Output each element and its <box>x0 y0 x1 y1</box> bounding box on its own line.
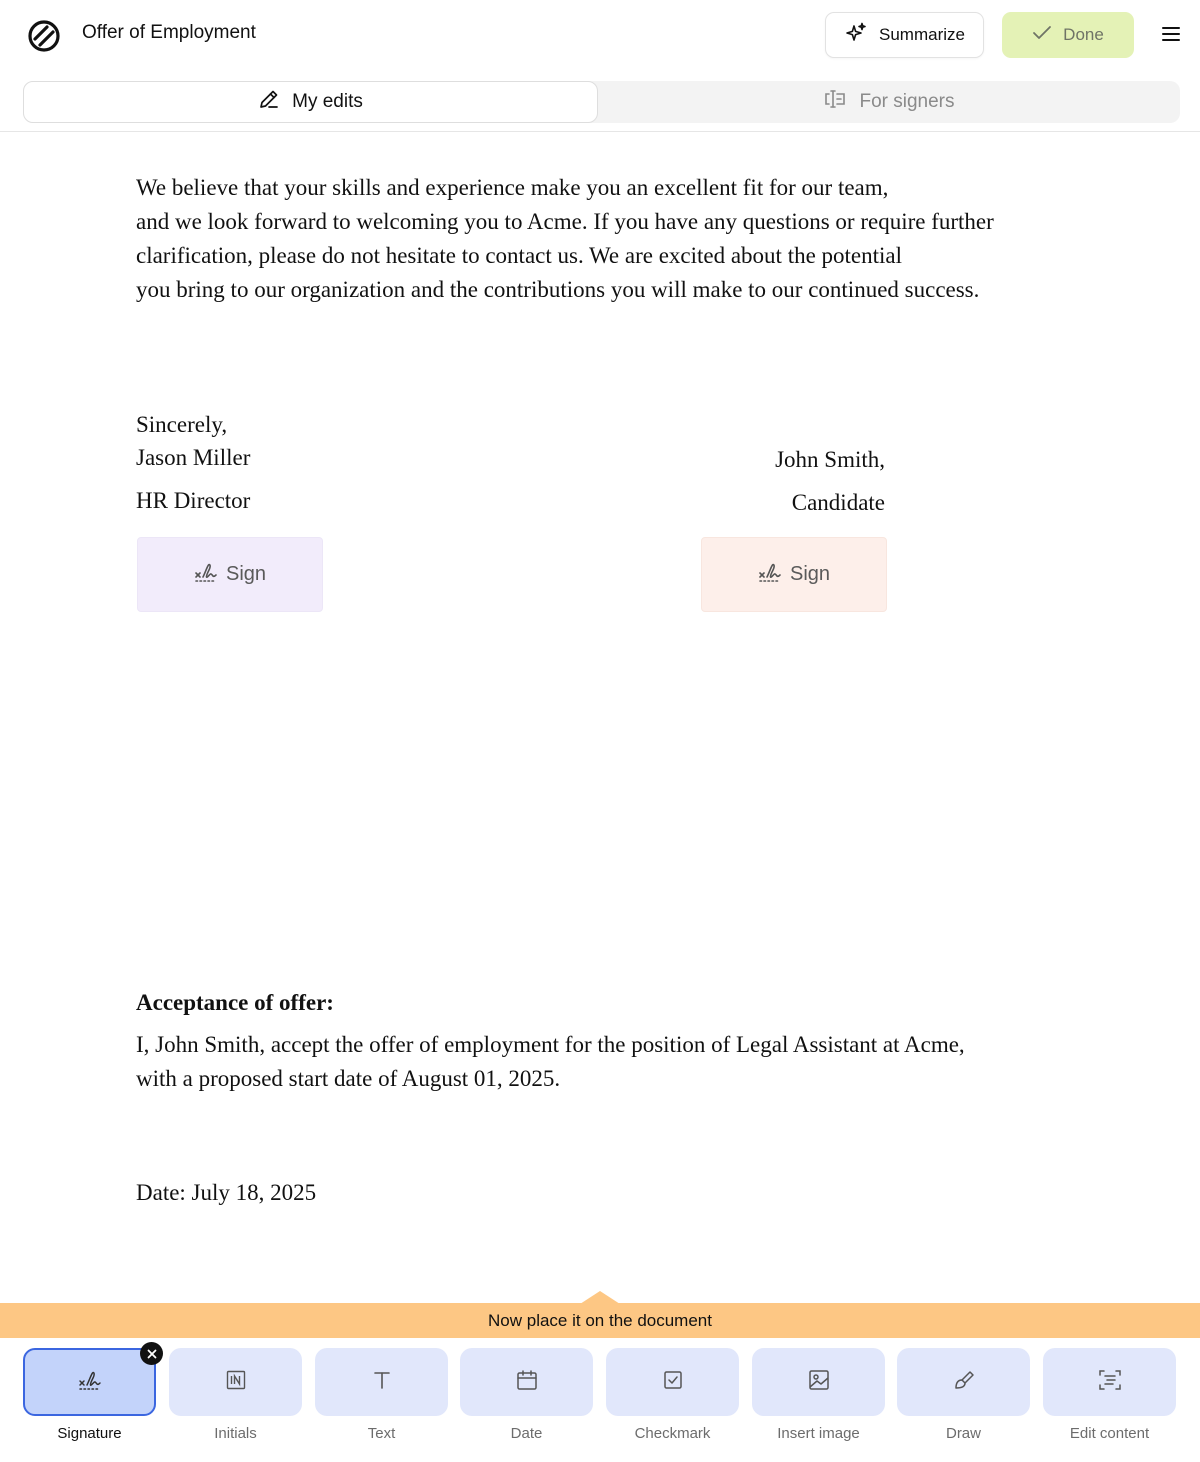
tab-my-edits[interactable] <box>23 81 598 123</box>
hamburger-menu-icon[interactable] <box>1158 22 1184 46</box>
done-button[interactable] <box>1002 12 1134 58</box>
close-icon[interactable] <box>140 1342 163 1365</box>
app-header <box>0 0 1200 68</box>
tool-edit-content-button[interactable] <box>1043 1348 1176 1416</box>
body-line: you bring to our organization and the contributions you will make to our continued success. <box>136 277 980 302</box>
acceptance-line: with a proposed start date of August 01, 2025. <box>136 1066 561 1091</box>
brush-icon <box>953 1369 975 1396</box>
edit-content-icon <box>1098 1368 1122 1397</box>
signature-icon <box>78 1369 102 1396</box>
tool-label: Text <box>367 1425 396 1442</box>
body-paragraph <box>136 171 994 307</box>
closing-text: Sincerely, <box>136 412 228 437</box>
tool-label: Date <box>510 1425 543 1442</box>
document-title: Offer of Employment <box>82 22 256 43</box>
initials-icon <box>226 1370 246 1395</box>
signature-icon <box>194 561 218 589</box>
mode-tabs <box>23 81 1180 123</box>
calendar-icon <box>516 1369 538 1396</box>
tool-insert-image[interactable] <box>752 1348 885 1442</box>
tool-initials[interactable] <box>169 1348 302 1442</box>
image-icon <box>808 1369 830 1396</box>
sign-right-label: Sign <box>789 563 831 585</box>
tool-draw-button[interactable] <box>897 1348 1030 1416</box>
tool-label: Edit content <box>1069 1425 1150 1442</box>
tool-label: Signature <box>57 1425 122 1442</box>
pencil-icon <box>258 88 280 116</box>
date-line: Date: July 18, 2025 <box>136 1180 317 1205</box>
signature-icon <box>758 561 782 589</box>
sender-title: HR Director <box>136 488 251 513</box>
sign-left-label: Sign <box>225 563 267 585</box>
placement-hint-banner <box>0 1303 1200 1338</box>
tab-my-edits-label: My edits <box>292 91 363 112</box>
tool-label: Initials <box>214 1425 257 1442</box>
acceptance-line: I, John Smith, accept the offer of employment for the position of Legal Assistant at Acme, <box>136 1032 965 1057</box>
tool-edit-content[interactable] <box>1043 1348 1176 1442</box>
acceptance-paragraph <box>136 1028 965 1096</box>
sender-name: Jason Miller <box>136 445 251 470</box>
header-divider <box>0 131 1200 132</box>
tool-label: Checkmark <box>634 1425 711 1442</box>
candidate-role: Candidate <box>791 490 885 515</box>
tool-label: Insert image <box>777 1425 860 1442</box>
tab-for-signers[interactable] <box>598 81 1180 123</box>
summarize-button[interactable] <box>825 12 984 58</box>
tool-checkmark-button[interactable] <box>606 1348 739 1416</box>
check-icon <box>1032 25 1052 46</box>
tool-date-button[interactable] <box>460 1348 593 1416</box>
app-logo-icon[interactable] <box>26 18 62 54</box>
tool-text-button[interactable] <box>315 1348 448 1416</box>
body-line: and we look forward to welcoming you to Acme. If you have any questions or require further <box>136 209 994 234</box>
body-line: We believe that your skills and experience make you an excellent fit for our team, <box>136 175 889 200</box>
text-icon <box>372 1370 392 1395</box>
sign-field-candidate[interactable] <box>701 537 887 612</box>
body-line: clarification, please do not hesitate to contact us. We are excited about the potential <box>136 243 903 268</box>
tool-signature[interactable] <box>23 1348 156 1442</box>
hint-text: Now place it on the document <box>488 1310 712 1330</box>
tab-for-signers-label: For signers <box>859 91 955 112</box>
tool-insert-image-button[interactable] <box>752 1348 885 1416</box>
sparkle-icon <box>844 21 868 50</box>
tool-text[interactable] <box>315 1348 448 1442</box>
checkbox-icon <box>663 1370 683 1395</box>
tool-checkmark[interactable] <box>606 1348 739 1442</box>
summarize-label: Summarize <box>879 25 965 44</box>
text-field-icon <box>823 88 847 116</box>
tool-signature-button[interactable] <box>23 1348 156 1416</box>
tool-date[interactable] <box>460 1348 593 1442</box>
sign-field-hr-director[interactable] <box>137 537 323 612</box>
acceptance-heading: Acceptance of offer: <box>136 990 334 1015</box>
tool-draw[interactable] <box>897 1348 1030 1442</box>
candidate-name: John Smith, <box>775 447 885 472</box>
tool-label: Draw <box>945 1425 981 1442</box>
done-label: Done <box>1063 25 1104 44</box>
field-toolbar <box>0 1338 1200 1462</box>
tool-initials-button[interactable] <box>169 1348 302 1416</box>
